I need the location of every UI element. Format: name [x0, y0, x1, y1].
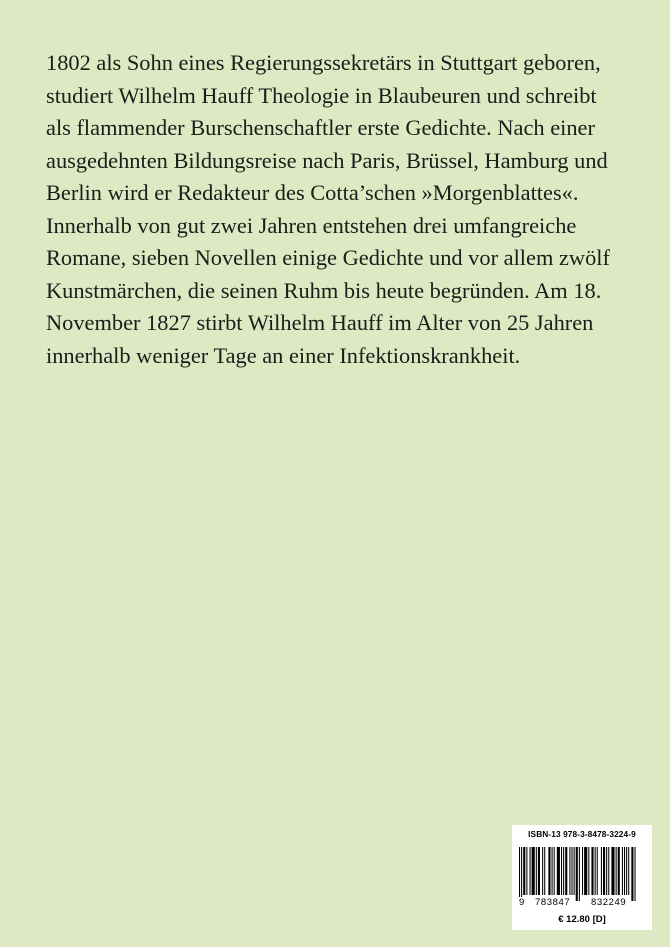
blurb-line: Berlin wird er Redakteur des Cotta’schen »Morgenblattes«.	[46, 180, 579, 205]
blurb-line: innerhalb weniger Tage an einer Infektionskrankheit.	[46, 342, 521, 368]
barcode-bar	[582, 847, 583, 895]
barcode-bar	[631, 847, 633, 901]
barcode-bar	[635, 847, 636, 901]
barcode-bar	[536, 847, 537, 895]
barcode-bar	[557, 847, 560, 895]
blurb-line: studiert Wilhelm Hauff Theologie in Blaubeuren und schreibt	[46, 82, 597, 108]
barcode-bar	[622, 847, 623, 895]
barcode-bar	[523, 847, 525, 895]
barcode-bar	[544, 847, 545, 895]
barcode-bar	[563, 847, 564, 895]
barcode-bar	[618, 847, 620, 895]
author-biography-blurb	[46, 47, 646, 372]
barcode-bar	[526, 847, 527, 895]
barcode-panel	[512, 825, 652, 930]
barcode-bar	[576, 847, 578, 901]
barcode-bar	[574, 847, 575, 895]
barcode-bar	[603, 847, 605, 895]
barcode-bar	[579, 847, 580, 901]
barcode-bar	[616, 847, 617, 895]
blurb-line: Kunstmärchen, die seinen Ruhm bis heute begründen. Am 18.	[46, 277, 602, 303]
barcode-bar	[624, 847, 625, 895]
ean-left-digits: 783847	[535, 897, 571, 908]
barcode-bar	[532, 847, 535, 895]
barcode-bar	[606, 847, 607, 895]
barcode-bar	[542, 847, 543, 895]
barcode-bar	[572, 847, 573, 895]
barcode-bar	[521, 847, 522, 901]
barcode-bar	[519, 847, 520, 901]
blurb-line: November 1827 stirbt Wilhelm Hauff im Alter von 25 Jahren	[46, 310, 594, 335]
barcode-bar	[601, 847, 602, 895]
barcode-bar	[626, 847, 627, 895]
blurb-line: ausgedehnten Bildungsreise nach Paris, Brüssel, Hamburg und	[46, 147, 608, 173]
barcode-bar	[588, 847, 589, 895]
blurb-line: Innerhalb von gut zwei Jahren entstehen drei umfangreiche	[46, 212, 577, 238]
barcode-bar	[595, 847, 596, 895]
barcode-graphic	[519, 847, 647, 901]
blurb-line: Romane, sieben Novellen einige Gedichte und vor allem zwölf	[46, 245, 610, 270]
barcode-bar	[597, 847, 598, 895]
barcode-bar	[548, 847, 550, 895]
price-label: € 12.80 [D]	[558, 914, 606, 925]
barcode-bar	[538, 847, 540, 895]
barcode-bar	[628, 847, 629, 895]
barcode-bar	[608, 847, 609, 895]
barcode-bar	[552, 847, 553, 895]
barcode-bar	[530, 847, 531, 895]
barcode-bar	[591, 847, 593, 895]
barcode-bar	[569, 847, 570, 895]
isbn-label: ISBN-13 978-3-8478-3224-9	[528, 829, 636, 839]
barcode-bar	[565, 847, 567, 895]
blurb-line: 1802 als Sohn eines Regierungssekretärs in Stuttgart geboren,	[46, 50, 601, 75]
ean-right-digits: 832249	[591, 897, 627, 908]
blurb-line: als flammender Burschenschaftler erste Gedichte. Nach einer	[46, 115, 595, 140]
barcode-bar	[611, 847, 614, 895]
ean-first-digit: 9	[519, 897, 525, 908]
barcode-digits	[518, 897, 648, 909]
barcode-bar	[561, 847, 562, 895]
barcode-bar	[554, 847, 555, 895]
barcode-bar	[584, 847, 587, 895]
